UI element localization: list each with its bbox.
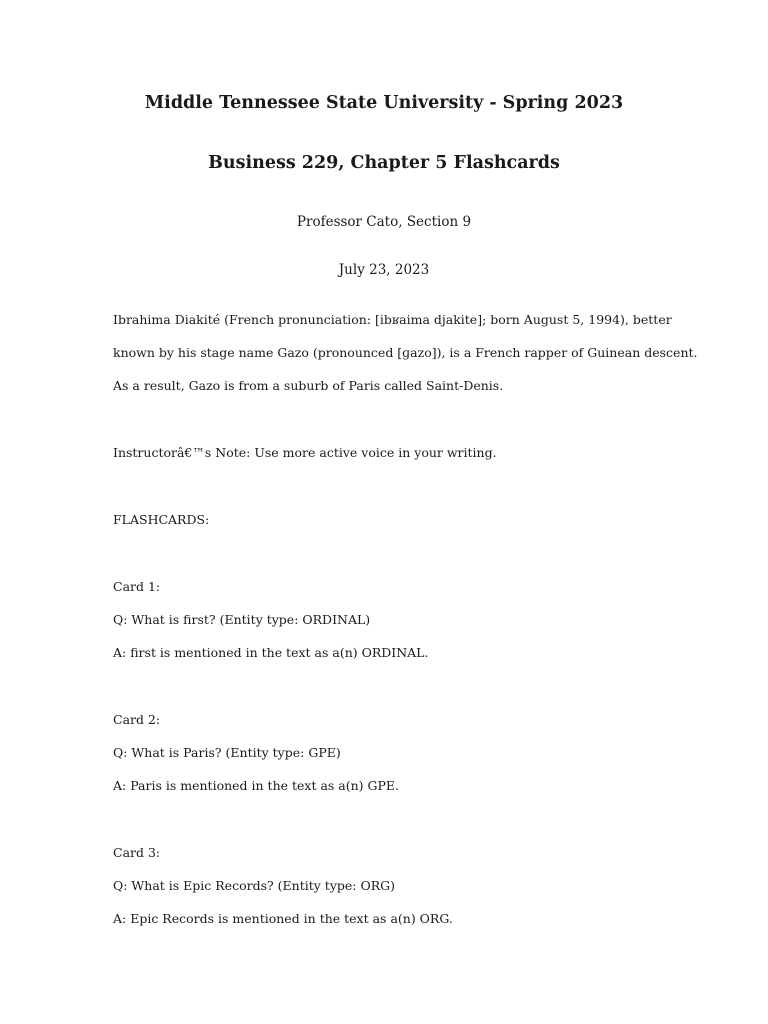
professor-line: Professor Cato, Section 9 <box>296 214 472 230</box>
card-label: Card 3: <box>113 845 161 860</box>
card-question: Q: What is Paris? (Entity type: GPE) <box>113 745 341 760</box>
course-title: Business 229, Chapter 5 Flashcards <box>208 153 560 173</box>
card-label: Card 2: <box>113 712 161 727</box>
card-question: Q: What is first? (Entity type: ORDINAL) <box>113 612 371 627</box>
flashcards-label: FLASHCARDS: <box>113 512 210 527</box>
instructor-note: Instructorâ€™s Note: Use more active voice in your writing. <box>113 445 497 460</box>
date-line: July 23, 2023 <box>338 262 430 278</box>
card-answer: A: first is mentioned in the text as a(n) ORDINAL. <box>113 645 429 660</box>
university-heading: Middle Tennessee State University - Spring 2023 <box>144 93 624 113</box>
card-label: Card 1: <box>113 579 161 594</box>
intro-line-1: Ibrahima Diakité (French pronunciation: [ibʁaima djakite]; born August 5, 1994), better <box>113 312 672 327</box>
intro-line-2: known by his stage name Gazo (pronounced [ɡazo]), is a French rapper of Guinean descent. <box>113 345 698 360</box>
intro-line-3: As a result, Gazo is from a suburb of Paris called Saint-Denis. <box>113 378 504 393</box>
card-answer: A: Paris is mentioned in the text as a(n) GPE. <box>113 778 400 793</box>
card-answer: A: Epic Records is mentioned in the text as a(n) ORG. <box>113 911 453 926</box>
card-question: Q: What is Epic Records? (Entity type: ORG) <box>113 878 395 893</box>
